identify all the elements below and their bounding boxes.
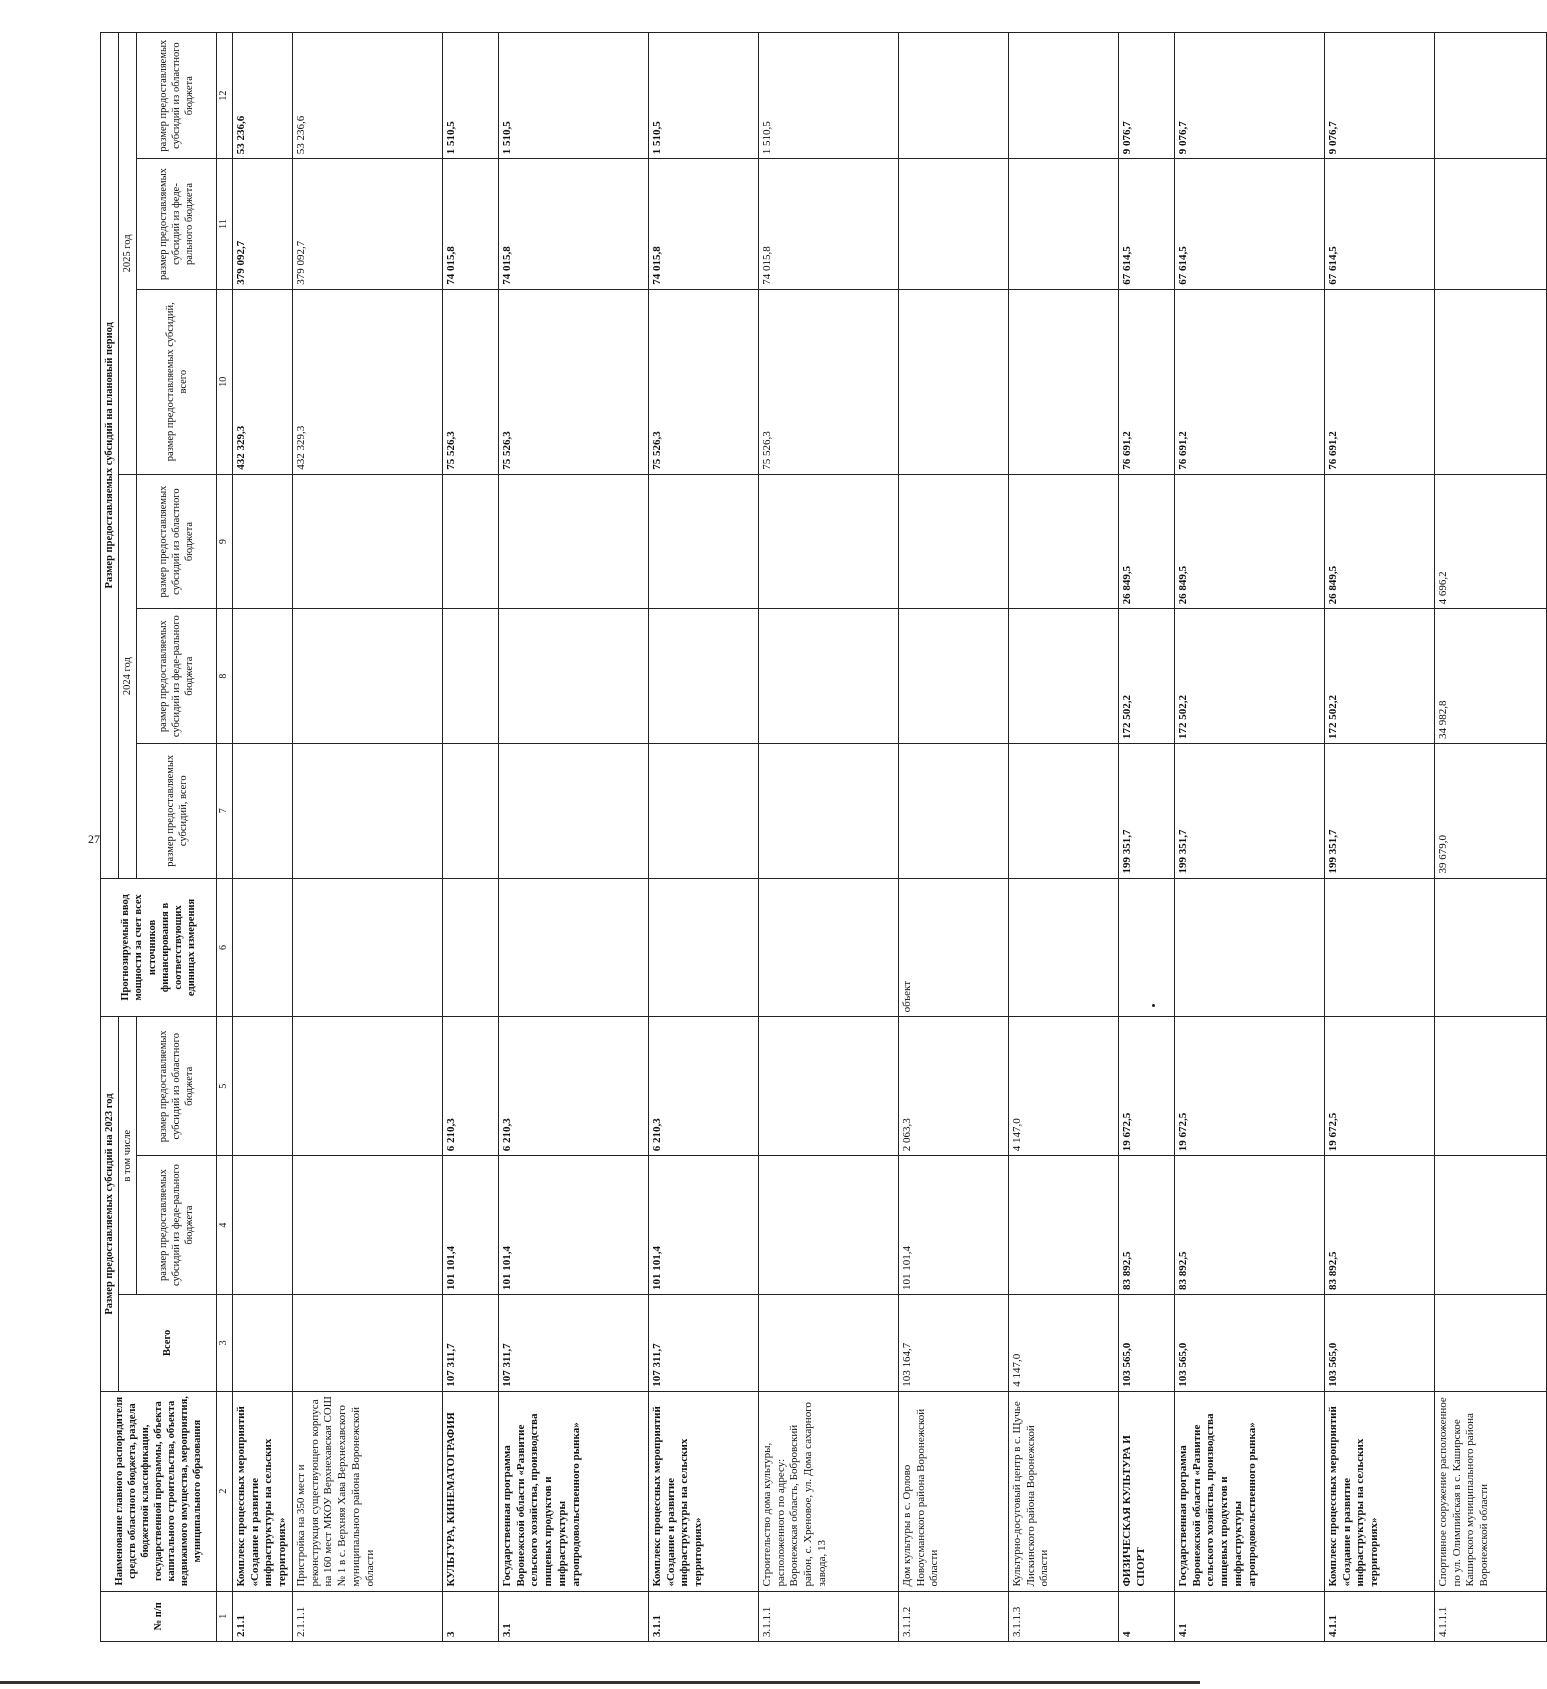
table-row	[648, 33, 758, 1642]
row-value-cell: 172 502,2	[1174, 609, 1324, 744]
row-value-cell	[498, 474, 648, 609]
header-subsidies-2023: Размер предоставляемых субсидий на 2023 год	[101, 1017, 119, 1391]
header-no: № п/п	[101, 1591, 217, 1641]
row-value-cell	[1434, 1156, 1546, 1295]
header-2025: 2025 год	[119, 33, 137, 475]
row-value-cell	[292, 1156, 442, 1295]
column-number-row	[217, 33, 233, 1642]
row-value-cell: 83 892,5	[1174, 1156, 1324, 1295]
table-row	[898, 33, 1008, 1642]
row-value-cell: 101 101,4	[498, 1156, 648, 1295]
row-value-cell: 83 892,5	[1118, 1156, 1174, 1295]
row-name-cell: Государственная программа Воронежской области «Развитие сельского хозяйства, производства пищевых продуктов и инфраструктуры агропродовольственного рынка»	[498, 1391, 648, 1591]
row-value-cell: 74 015,8	[442, 159, 498, 289]
header-2023-fed: размер предоставляемых субсидий из феде-рального бюджета	[137, 1156, 217, 1295]
column-number: 2	[217, 1391, 233, 1591]
row-value-cell: 34 982,8	[1434, 609, 1546, 744]
row-value-cell	[1174, 878, 1324, 1017]
row-value-cell: 2 063,3	[898, 1017, 1008, 1156]
table-row	[292, 33, 442, 1642]
row-name-cell: Комплекс процессных мероприятий «Создание и развитие инфраструктуры на сельских территориях»	[648, 1391, 758, 1591]
row-value-cell	[1324, 878, 1434, 1017]
row-value-cell: 379 092,7	[292, 159, 442, 289]
header-2024-obl: размер предоставляемых субсидий из областного бюджета	[137, 474, 217, 609]
row-value-cell: 26 849,5	[1324, 474, 1434, 609]
row-value-cell: 101 101,4	[442, 1156, 498, 1295]
row-value-cell	[442, 878, 498, 1017]
row-value-cell: 75 526,3	[442, 289, 498, 474]
row-number-cell: 4.1.1	[1324, 1591, 1434, 1641]
column-number: 10	[217, 289, 233, 474]
row-value-cell	[232, 1017, 292, 1156]
row-name-cell: Комплекс процессных мероприятий «Создание и развитие инфраструктуры на сельских территориях»	[232, 1391, 292, 1591]
row-value-cell	[442, 743, 498, 878]
column-number: 12	[217, 33, 233, 159]
row-value-cell: 1 510,5	[498, 33, 648, 159]
row-value-cell: 74 015,8	[498, 159, 648, 289]
column-number: 11	[217, 159, 233, 289]
row-value-cell: 75 526,3	[758, 289, 898, 474]
row-value-cell	[1008, 474, 1118, 609]
row-value-cell: 107 311,7	[498, 1295, 648, 1392]
header-2025-all: размер предоставляемых субсидий, всего	[137, 289, 217, 474]
row-value-cell: 199 351,7	[1174, 743, 1324, 878]
page-number: 27	[88, 832, 100, 846]
row-number-cell: 3.1	[498, 1591, 648, 1641]
row-number-cell: 3.1.1	[648, 1591, 758, 1641]
row-value-cell: 4 696,2	[1434, 474, 1546, 609]
row-name-cell: ФИЗИЧЕСКАЯ КУЛЬТУРА И СПОРТ	[1118, 1391, 1174, 1591]
row-value-cell: 199 351,7	[1118, 743, 1174, 878]
row-value-cell	[292, 1295, 442, 1392]
column-number: 7	[217, 743, 233, 878]
row-value-cell	[758, 474, 898, 609]
row-name-cell: Государственная программа Воронежской области «Развитие сельского хозяйства, производства пищевых продуктов и инфраструктуры агропродовольственного рынка»	[1174, 1391, 1324, 1591]
row-value-cell	[498, 609, 648, 744]
header-total: Всего	[119, 1295, 217, 1392]
row-value-cell	[292, 878, 442, 1017]
row-value-cell	[898, 609, 1008, 744]
row-value-cell	[758, 743, 898, 878]
row-value-cell	[1008, 1156, 1118, 1295]
row-value-cell	[1434, 33, 1546, 159]
row-number-cell: 3.1.1.3	[1008, 1591, 1118, 1641]
row-value-cell	[232, 743, 292, 878]
row-value-cell: 67 614,5	[1324, 159, 1434, 289]
row-number-cell: 4.1.1.1	[1434, 1591, 1546, 1641]
header-2025-obl: размер предоставляемых субсидий из областного бюджета	[137, 33, 217, 159]
row-value-cell: 107 311,7	[442, 1295, 498, 1392]
table-row	[1118, 33, 1174, 1642]
row-value-cell	[1434, 289, 1546, 474]
row-value-cell	[1008, 878, 1118, 1017]
row-value-cell	[1008, 33, 1118, 159]
row-number-cell: 4	[1118, 1591, 1174, 1641]
column-number: 1	[217, 1591, 233, 1641]
column-number: 3	[217, 1295, 233, 1392]
row-value-cell	[442, 474, 498, 609]
row-value-cell: 432 329,3	[232, 289, 292, 474]
row-value-cell	[1434, 159, 1546, 289]
row-value-cell	[232, 1156, 292, 1295]
row-value-cell: 107 311,7	[648, 1295, 758, 1392]
row-value-cell	[1008, 743, 1118, 878]
table-row	[1174, 33, 1324, 1642]
header-2023-obl: размер предоставляемых субсидий из областного бюджета	[137, 1017, 217, 1156]
row-value-cell: 103 565,0	[1324, 1295, 1434, 1392]
row-value-cell: 76 691,2	[1118, 289, 1174, 474]
row-value-cell: 172 502,2	[1324, 609, 1434, 744]
row-value-cell	[1434, 1017, 1546, 1156]
row-value-cell	[758, 1017, 898, 1156]
row-value-cell	[648, 878, 758, 1017]
row-number-cell: 3.1.1.1	[758, 1591, 898, 1641]
column-number: 4	[217, 1156, 233, 1295]
row-value-cell	[292, 609, 442, 744]
row-value-cell	[758, 609, 898, 744]
row-value-cell: 6 210,3	[442, 1017, 498, 1156]
header-2025-fed: размер предоставляемых субсидий из феде-рального бюджета	[137, 159, 217, 289]
row-value-cell	[498, 878, 648, 1017]
column-number: 9	[217, 474, 233, 609]
row-value-cell	[898, 159, 1008, 289]
row-number-cell: 2.1.1	[232, 1591, 292, 1641]
row-value-cell: 103 565,0	[1118, 1295, 1174, 1392]
row-value-cell: 19 672,5	[1324, 1017, 1434, 1156]
header-name: Наименование главного распорядителя средств областного бюджета, раздела бюджетной классификации, государственной программы, объекта капитального строительства, объекта недвижимого имущества, мероприятия, муниципального образования	[101, 1391, 217, 1591]
row-value-cell	[648, 474, 758, 609]
row-value-cell: 74 015,8	[648, 159, 758, 289]
row-value-cell: 75 526,3	[648, 289, 758, 474]
header-2024-fed: размер предоставляемых субсидий из феде-рального бюджета	[137, 609, 217, 744]
table-row	[1008, 33, 1118, 1642]
row-value-cell: 1 510,5	[758, 33, 898, 159]
row-value-cell	[498, 743, 648, 878]
row-value-cell: 39 679,0	[1434, 743, 1546, 878]
row-value-cell: объект	[898, 878, 1008, 1017]
row-name-cell: Дом культуры в с. Орлово Новоусманского района Воронежской области	[898, 1391, 1008, 1591]
row-value-cell	[1118, 878, 1174, 1017]
scan-edge-line	[0, 1681, 1200, 1684]
row-name-cell: Комплекс процессных мероприятий «Создание и развитие инфраструктуры на сельских территориях»	[1324, 1391, 1434, 1591]
row-value-cell: 379 092,7	[232, 159, 292, 289]
row-value-cell	[292, 743, 442, 878]
row-value-cell: 75 526,3	[498, 289, 648, 474]
table-row	[232, 33, 292, 1642]
column-number: 5	[217, 1017, 233, 1156]
row-name-cell: Спортивное сооружение расположенное по ул. Олимпийская в с. Каширское Каширского муниципального района Воронежской области	[1434, 1391, 1546, 1591]
row-value-cell: 74 015,8	[758, 159, 898, 289]
header-incl: в том числе	[119, 1017, 137, 1295]
column-number: 8	[217, 609, 233, 744]
row-value-cell	[1434, 878, 1546, 1017]
row-value-cell	[1434, 1295, 1546, 1392]
row-value-cell: 103 565,0	[1174, 1295, 1324, 1392]
row-value-cell: 67 614,5	[1118, 159, 1174, 289]
row-value-cell: 199 351,7	[1324, 743, 1434, 878]
row-number-cell: 3.1.1.2	[898, 1591, 1008, 1641]
table-row	[758, 33, 898, 1642]
row-value-cell	[232, 1295, 292, 1392]
row-value-cell	[898, 743, 1008, 878]
table-row	[442, 33, 498, 1642]
row-value-cell	[292, 1017, 442, 1156]
row-value-cell	[442, 609, 498, 744]
scan-speck	[1152, 1004, 1155, 1007]
table-row	[498, 33, 648, 1642]
row-value-cell	[1008, 159, 1118, 289]
header-2024-all: размер предоставляемых субсидий, всего	[137, 743, 217, 878]
row-value-cell	[758, 1295, 898, 1392]
row-value-cell	[898, 33, 1008, 159]
row-value-cell: 53 236,6	[232, 33, 292, 159]
row-value-cell	[898, 289, 1008, 474]
row-value-cell: 9 076,7	[1174, 33, 1324, 159]
row-value-cell: 1 510,5	[442, 33, 498, 159]
row-value-cell: 6 210,3	[648, 1017, 758, 1156]
row-value-cell	[232, 474, 292, 609]
row-value-cell: 101 101,4	[648, 1156, 758, 1295]
subsidies-table	[100, 32, 1547, 1642]
row-value-cell: 67 614,5	[1174, 159, 1324, 289]
row-value-cell: 9 076,7	[1118, 33, 1174, 159]
row-value-cell	[648, 743, 758, 878]
row-name-cell: Культурно-досуговый центр в с. Щучье Лискинского района Воронежской области	[1008, 1391, 1118, 1591]
row-name-cell: КУЛЬТУРА, КИНЕМАТОГРАФИЯ	[442, 1391, 498, 1591]
row-value-cell	[1008, 609, 1118, 744]
row-value-cell: 26 849,5	[1118, 474, 1174, 609]
row-value-cell: 53 236,6	[292, 33, 442, 159]
table-row	[1434, 33, 1546, 1642]
row-value-cell	[292, 474, 442, 609]
header-plan-period: Размер предоставляемых субсидий на плановый период	[101, 33, 119, 879]
row-value-cell: 76 691,2	[1324, 289, 1434, 474]
row-value-cell: 432 329,3	[292, 289, 442, 474]
row-value-cell: 9 076,7	[1324, 33, 1434, 159]
row-value-cell: 4 147,0	[1008, 1295, 1118, 1392]
header-capacity: Прогнозируемый ввод мощности за счет всех источников финансирования в соответствующих единицах измерения	[101, 878, 217, 1017]
row-name-cell: Пристройка на 350 мест и реконструкция существующего корпуса на 160 мест МКОУ Верхнехавская СОШ № 1 в с. Верхняя Хава Верхнехавского муниципального района Воронежской области	[292, 1391, 442, 1591]
row-value-cell	[232, 609, 292, 744]
row-number-cell: 4.1	[1174, 1591, 1324, 1641]
row-value-cell: 83 892,5	[1324, 1156, 1434, 1295]
row-value-cell: 172 502,2	[1118, 609, 1174, 744]
row-value-cell	[758, 878, 898, 1017]
row-value-cell	[648, 609, 758, 744]
row-value-cell: 19 672,5	[1174, 1017, 1324, 1156]
row-value-cell: 103 164,7	[898, 1295, 1008, 1392]
row-value-cell: 101 101,4	[898, 1156, 1008, 1295]
row-name-cell: Строительство дома культуры, расположенного по адресу: Воронежская область, Бобровский район, с. Хреновое, ул. Дома сахарного завода, 13	[758, 1391, 898, 1591]
row-number-cell: 2.1.1.1	[292, 1591, 442, 1641]
table-body	[217, 33, 1547, 1642]
column-number: 6	[217, 878, 233, 1017]
row-value-cell	[1008, 289, 1118, 474]
row-value-cell	[232, 878, 292, 1017]
row-value-cell: 76 691,2	[1174, 289, 1324, 474]
budget-table-page	[100, 32, 1490, 1642]
row-value-cell	[758, 1156, 898, 1295]
row-value-cell: 4 147,0	[1008, 1017, 1118, 1156]
row-value-cell: 26 849,5	[1174, 474, 1324, 609]
row-value-cell: 6 210,3	[498, 1017, 648, 1156]
header-2024: 2024 год	[119, 474, 137, 878]
row-value-cell	[898, 474, 1008, 609]
row-value-cell: 19 672,5	[1118, 1017, 1174, 1156]
row-value-cell: 1 510,5	[648, 33, 758, 159]
row-number-cell: 3	[442, 1591, 498, 1641]
table-row	[1324, 33, 1434, 1642]
